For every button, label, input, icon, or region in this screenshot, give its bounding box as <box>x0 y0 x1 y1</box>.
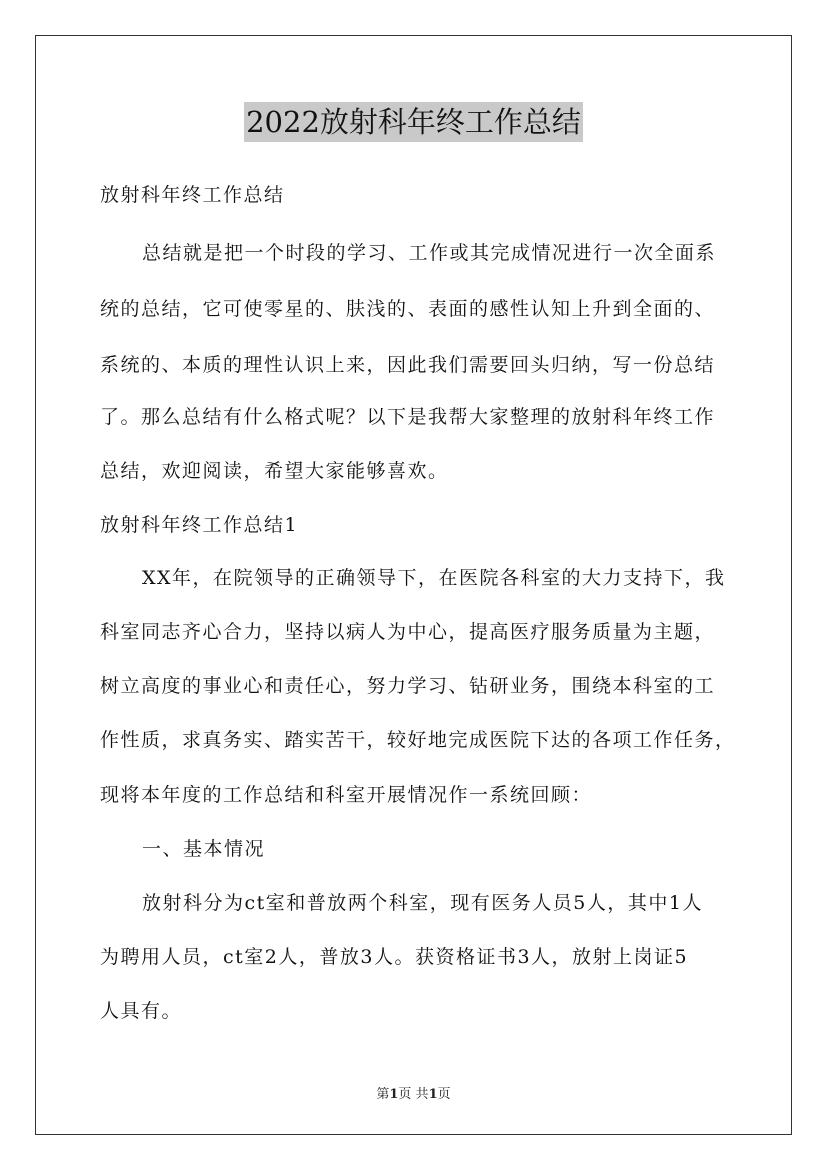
footer-prefix: 第 <box>376 1087 390 1102</box>
paragraph-line: 科室同志齐心合力，坚持以病人为中心，提高医疗服务质量为主题， <box>100 621 716 643</box>
paragraph-line: 人具有。 <box>100 1000 183 1022</box>
footer-suffix: 页 <box>437 1087 451 1102</box>
paragraph-line: 树立高度的事业心和责任心，努力学习、钻研业务，围绕本科室的工 <box>100 675 716 697</box>
total-pages: 1 <box>428 1087 438 1102</box>
document-title: 2022放射科年终工作总结 <box>244 102 583 142</box>
paragraph-line: 统的总结，它可使零星的、肤浅的、表面的感性认知上升到全面的、 <box>100 298 716 320</box>
paragraph-line: 系统的、本质的理性认识上来，因此我们需要回头归纳，写一份总结 <box>100 354 716 376</box>
paragraph-line: 现将本年度的工作总结和科室开展情况作一系统回顾： <box>100 784 593 806</box>
page-footer <box>0 1083 827 1102</box>
page-number: 1 <box>389 1087 399 1102</box>
paragraph-line: 为聘用人员，ct室2人，普放3人。获资格证书3人，放射上岗证5 <box>100 946 689 968</box>
paragraph-line: XX年，在院领导的正确领导下，在医院各科室的大力支持下，我 <box>142 567 726 589</box>
paragraph-line: 了。那么总结有什么格式呢？以下是我帮大家整理的放射科年终工作 <box>100 406 716 428</box>
paragraph-line: 总结，欢迎阅读，希望大家能够喜欢。 <box>100 460 449 482</box>
paragraph-line: 放射科分为ct室和普放两个科室，现有医务人员5人，其中1人 <box>142 892 703 914</box>
paragraph-line: 总结就是把一个时段的学习、工作或其完成情况进行一次全面系 <box>142 242 717 264</box>
paragraph-line: 作性质，求真务实、踏实苦干，较好地完成医院下达的各项工作任务， <box>100 729 736 751</box>
footer-mid: 页 共 <box>398 1087 429 1102</box>
title-container <box>0 102 827 142</box>
